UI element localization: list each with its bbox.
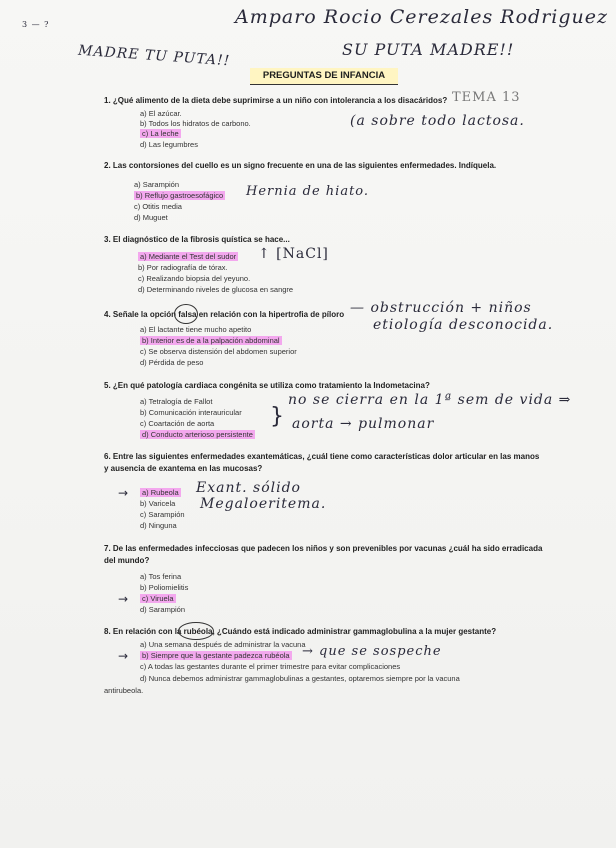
question-text: El diagnóstico de la fibrosis quística se hace...: [112, 235, 290, 244]
q6-option-a: [140, 488, 181, 498]
question-number: 8.: [104, 627, 111, 636]
highlight: c) Viruela: [142, 594, 174, 603]
question-text: ¿Qué alimento de la dieta debe suprimirse a un niño con intolerancia a los disacáridos?: [112, 96, 448, 105]
circle-mark: [178, 622, 214, 640]
q8-option-d: d) Nunca debemos administrar gammaglobulinas a gestantes, optaremos siempre por la vacuna: [140, 674, 460, 683]
highlight: d) Conducto arterioso persistente: [142, 430, 253, 439]
q2-option-b: [134, 191, 225, 201]
question-number: 6.: [104, 452, 111, 461]
question-text: En relación con la rubéola, ¿Cuándo está indicado administrar gammaglobulina a la mujer gestante?: [112, 627, 497, 636]
q4-note-2: etiología desconocida.: [373, 317, 554, 333]
question-number: 3.: [104, 235, 111, 244]
q7-option-b: b) Poliomielitis: [140, 583, 189, 592]
scribble-right: SU PUTA MADRE!!: [342, 40, 515, 59]
highlight: a) Mediante el Test del sudor: [140, 252, 237, 261]
q5-option-b: b) Comunicación interauricular: [140, 408, 242, 417]
question-text: Señale la opción falsa en relación con la hipertrofia de píloro: [112, 310, 345, 319]
question-text: Las contorsiones del cuello es un signo frecuente en una de las siguientes enfermedades. Indíquela.: [112, 161, 497, 170]
q1-option-d: d) Las legumbres: [140, 140, 198, 149]
q5-option-a: a) Tetralogía de Fallot: [140, 397, 213, 406]
question-number: 7.: [104, 544, 111, 553]
q3-option-a: [138, 252, 238, 262]
question-3: [104, 235, 290, 244]
q3-option-d: d) Determinando niveles de glucosa en sangre: [138, 285, 294, 294]
question-text: ¿En qué patología cardiaca congénita se utiliza como tratamiento la Indometacina?: [112, 381, 430, 390]
q7-option-d: d) Sarampión: [140, 605, 186, 614]
arrow-icon: →: [118, 592, 129, 606]
question-number: 4.: [104, 310, 111, 319]
q6-note-2: Megaloeritema.: [200, 496, 327, 512]
q8-option-c: c) A todas las gestantes durante el primer trimestre para evitar complicaciones: [140, 662, 401, 671]
q2-option-a: a) Sarampión: [134, 180, 180, 189]
question-7-cont: del mundo?: [104, 556, 150, 565]
highlight: c) La leche: [142, 129, 179, 138]
q7-option-a: a) Tos ferina: [140, 572, 182, 581]
question-7: [104, 544, 542, 553]
bracket-arrow: }: [270, 404, 284, 429]
q6-option-b: b) Varicela: [140, 499, 176, 508]
q8-option-b: [140, 651, 292, 661]
question-2: [104, 161, 496, 170]
q4-option-c: c) Se observa distensión del abdomen superior: [140, 347, 297, 356]
question-4: [104, 310, 344, 319]
q5-note-2: aorta → pulmonar: [292, 416, 435, 432]
q1-note-tema: TEMA 13: [452, 90, 521, 105]
scribble-left: MADRE TU PUTA!!: [77, 42, 231, 70]
highlight: b) Interior es de a la palpación abdominal: [142, 336, 280, 345]
question-text: De las enfermedades infecciosas que padecen los niños y son prevenibles por vacunas ¿cuál ha sido erradicada: [112, 544, 543, 553]
question-6: [104, 452, 539, 461]
highlight: b) Siempre que la gestante padezca rubéola: [142, 651, 290, 660]
highlight: b) Reflujo gastroesofágico: [136, 191, 224, 200]
q4-option-d: d) Pérdida de peso: [140, 358, 204, 367]
question-number: 5.: [104, 381, 111, 390]
q1-note: (a sobre todo lactosa.: [350, 113, 525, 129]
q1-option-c: [140, 129, 181, 139]
q5-option-d: [140, 430, 255, 440]
student-name: Amparo Rocio Cerezales Rodriguez: [235, 6, 609, 28]
q3-option-c: c) Realizando biopsia del yeyuno.: [138, 274, 251, 283]
q7-option-c: [140, 594, 176, 604]
circle-mark: [174, 304, 198, 324]
q5-note-1: no se cierra en la 1ª sem de vida ⇒: [288, 392, 572, 408]
question-text: Entre las siguientes enfermedades exantemáticas, ¿cuál tiene como características dolor articular en las manos: [112, 452, 540, 461]
q8-option-a: a) Una semana después de administrar la vacuna: [140, 640, 306, 649]
q2-option-d: d) Muguet: [134, 213, 168, 222]
q6-note-1: Exant. sólido: [196, 480, 301, 496]
question-1: [104, 96, 447, 105]
q5-option-c: c) Coartación de aorta: [140, 419, 215, 428]
question-8: [104, 627, 496, 636]
q2-option-c: c) Otitis media: [134, 202, 182, 211]
q4-option-a: a) El lactante tiene mucho apetito: [140, 325, 252, 334]
question-number: 1.: [104, 96, 111, 105]
q1-option-b: b) Todos los hidratos de carbono.: [140, 119, 251, 128]
q1-option-a: a) El azúcar.: [140, 109, 182, 118]
arrow-icon: →: [118, 486, 129, 500]
question-number: 2.: [104, 161, 111, 170]
q6-option-d: d) Ninguna: [140, 521, 177, 530]
top-left-mark: 3 — ?: [22, 20, 50, 29]
q8-note: → que se sospeche: [302, 644, 442, 659]
q4-option-b: [140, 336, 282, 346]
q2-note: Hernia de hiato.: [246, 184, 370, 199]
arrow-icon: →: [118, 649, 129, 663]
q3-note: ↑ [NaCl]: [258, 246, 329, 262]
highlight: a) Rubeola: [142, 488, 179, 497]
page-title: PREGUNTAS DE INFANCIA: [250, 68, 398, 85]
question-5: [104, 381, 430, 390]
q6-option-c: c) Sarampión: [140, 510, 185, 519]
q4-note-1: — obstrucción + niños: [350, 300, 532, 316]
q8-option-d-cont: antirubeola.: [104, 686, 144, 695]
question-6-cont: y ausencia de exantema en las mucosas?: [104, 464, 263, 473]
q3-option-b: b) Por radiografía de tórax.: [138, 263, 228, 272]
